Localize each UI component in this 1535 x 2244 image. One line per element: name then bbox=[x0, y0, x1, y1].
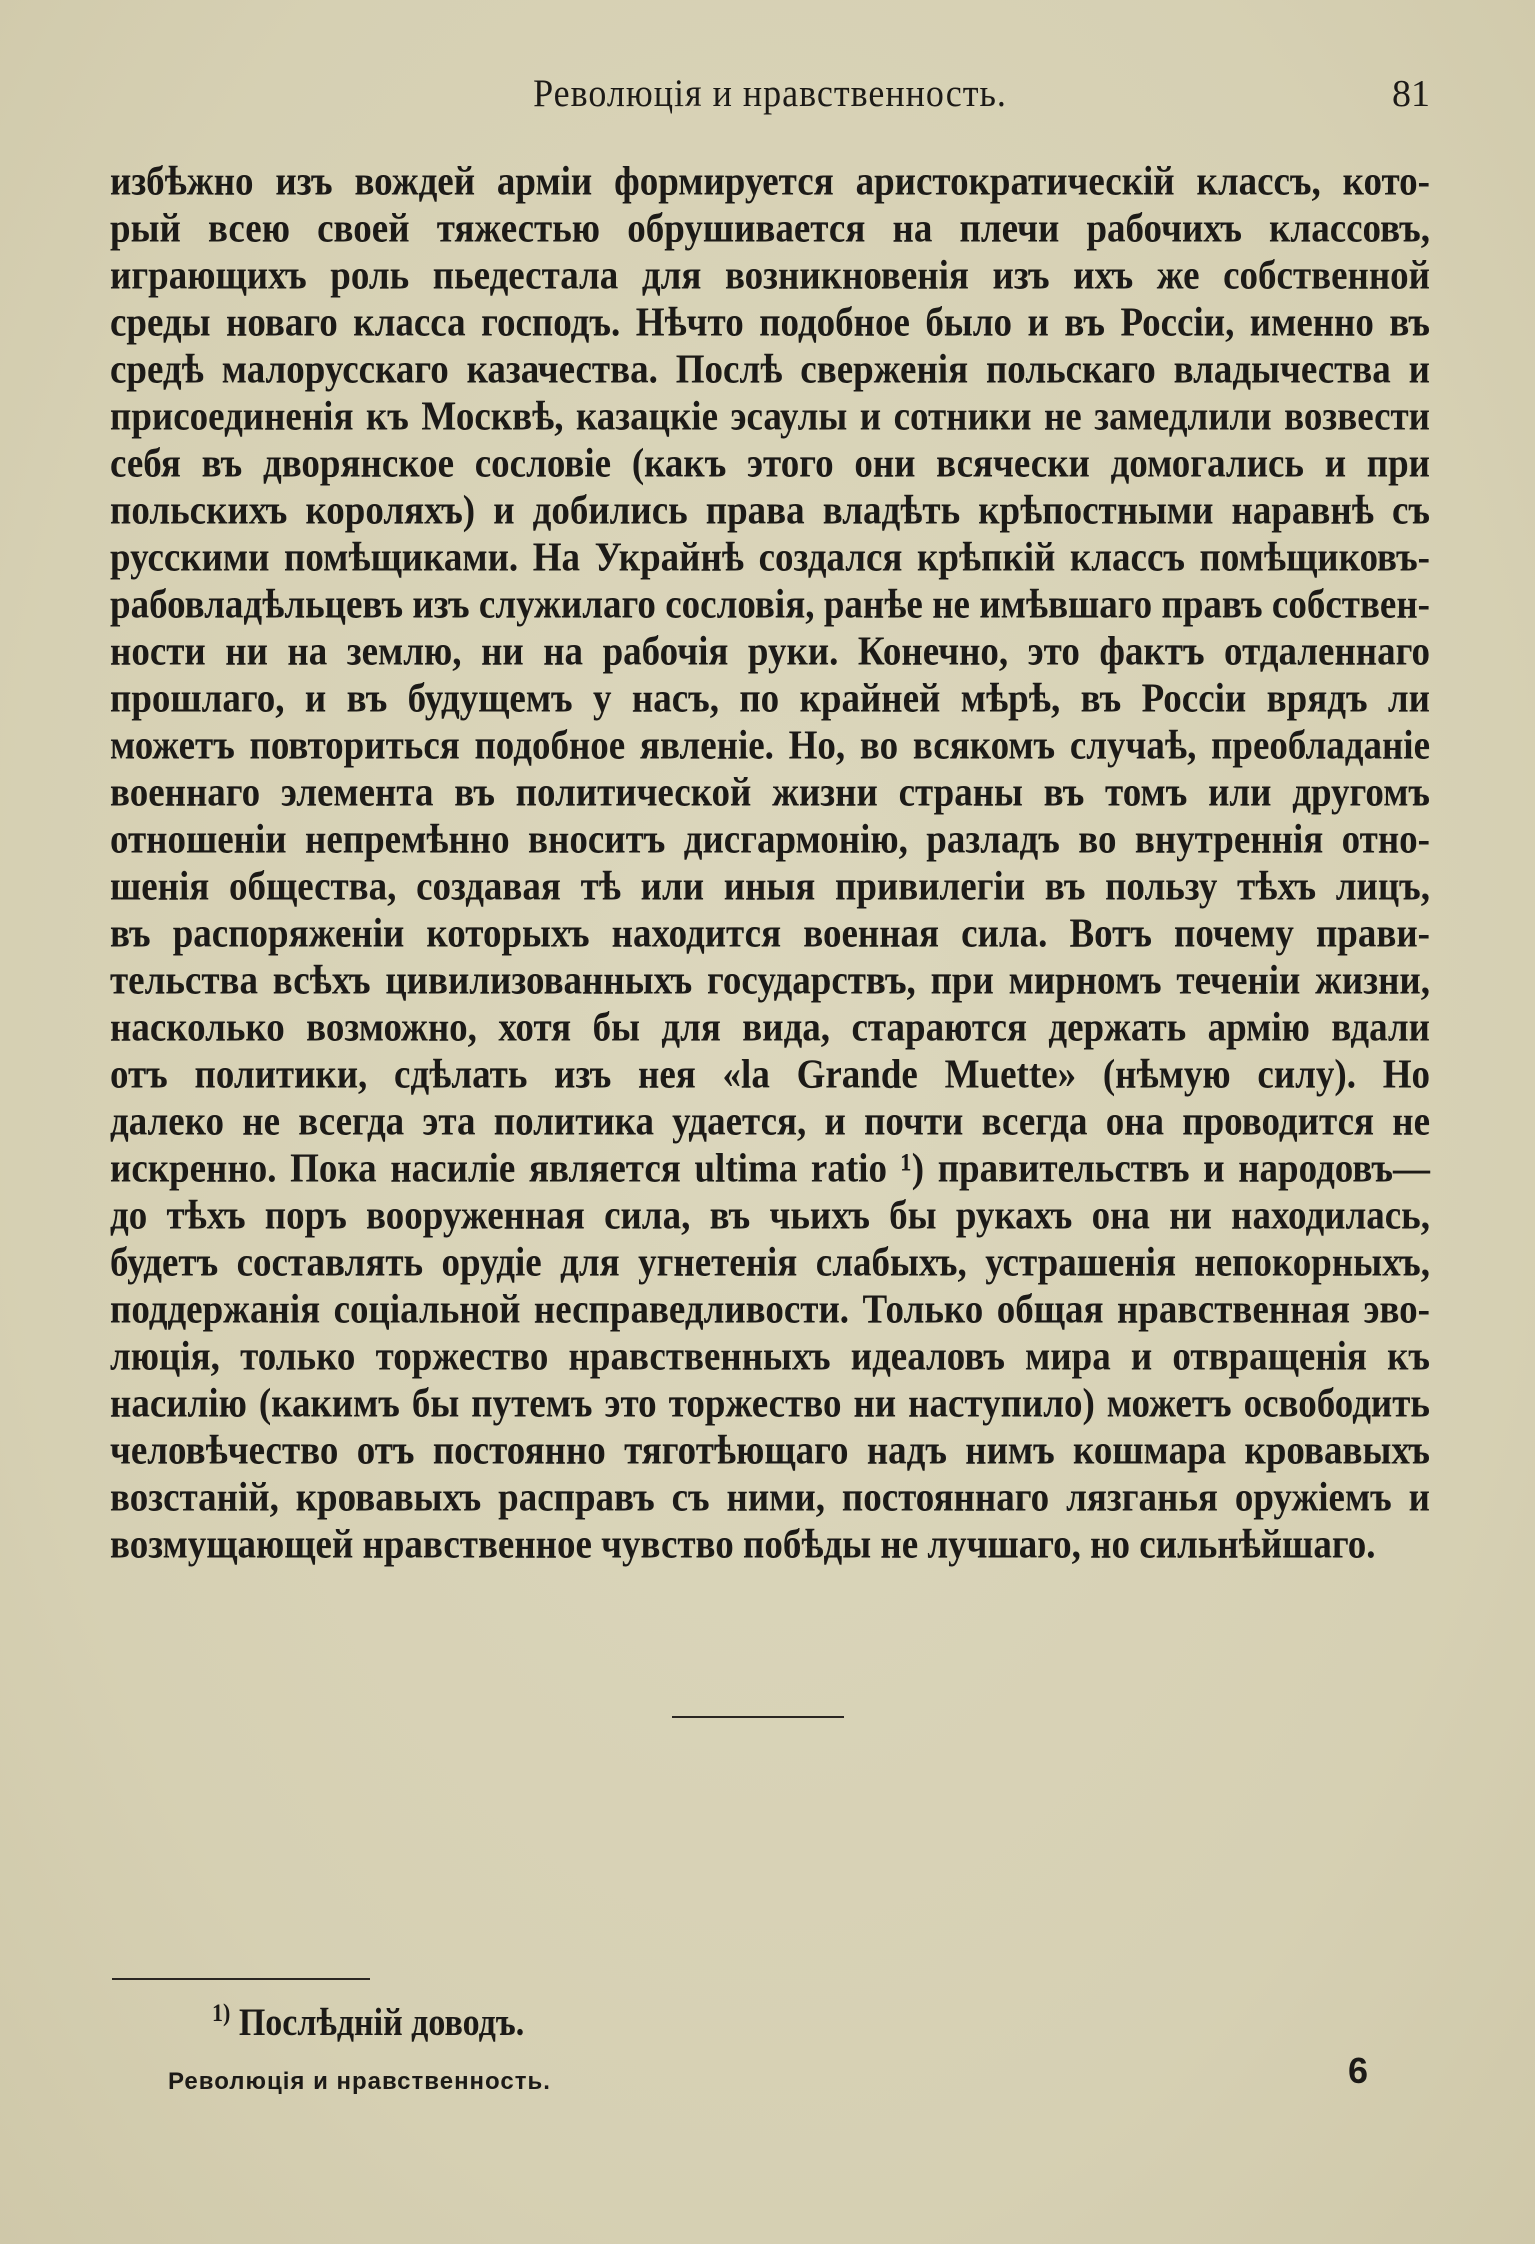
body-text bbox=[110, 158, 1430, 1568]
text-line: поддержанія соціальной несправедливости. Только общая нравственная эво- bbox=[110, 1286, 1430, 1333]
text-line: польскихъ короляхъ) и добились права владѣть крѣпостными наравнѣ съ bbox=[110, 487, 1430, 534]
text-line: военнаго элемента въ политической жизни страны въ томъ или другомъ bbox=[110, 769, 1430, 816]
text-line: тельства всѣхъ цивилизованныхъ государствъ, при мирномъ теченіи жизни, bbox=[110, 957, 1430, 1004]
section-end-rule bbox=[672, 1716, 844, 1718]
signature-mark: Революція и нравственность. bbox=[168, 2068, 551, 2095]
text-line: русскими помѣщиками. На Украйнѣ создался крѣпкій классъ помѣщиковъ- bbox=[110, 534, 1430, 581]
text-line: ности ни на землю, ни на рабочія руки. Конечно, это фактъ отдаленнаго bbox=[110, 628, 1430, 675]
signature-number: 6 bbox=[1348, 2050, 1369, 2091]
text-line: далеко не всегда эта политика удается, и почти всегда она проводится не bbox=[110, 1098, 1430, 1145]
text-line: человѣчество отъ постоянно тяготѣющаго надъ нимъ кошмара кровавыхъ bbox=[110, 1427, 1430, 1474]
text-line: люція, только торжество нравственныхъ идеаловъ мира и отвращенія къ bbox=[110, 1333, 1430, 1380]
text-line: рабовладѣльцевъ изъ служилаго сословія, ранѣе не имѣвшаго правъ собствен- bbox=[110, 581, 1430, 628]
text-line: рый всею своей тяжестью обрушивается на плечи рабочихъ классовъ, bbox=[110, 205, 1430, 252]
text-line: отъ политики, сдѣлать изъ нея «la Grande Muette» (нѣмую силу). Но bbox=[110, 1051, 1430, 1098]
page-number: 81 bbox=[1392, 73, 1430, 115]
text-line: до тѣхъ поръ вооруженная сила, въ чьихъ бы рукахъ она ни находилась, bbox=[110, 1192, 1430, 1239]
text-line: присоединенія къ Москвѣ, казацкіе эсаулы и сотники не замедлили возвести bbox=[110, 393, 1430, 440]
text-line: средѣ малорусскаго казачества. Послѣ сверженія польскаго владычества и bbox=[110, 346, 1430, 393]
text-line: можетъ повториться подобное явленіе. Но, во всякомъ случаѣ, преобладаніе bbox=[110, 722, 1430, 769]
text-line: избѣжно изъ вождей арміи формируется аристократическій классъ, кото- bbox=[110, 158, 1430, 205]
text-line: прошлаго, и въ будущемъ у насъ, по крайней мѣрѣ, въ Россіи врядъ ли bbox=[110, 675, 1430, 722]
text-line: возстаній, кровавыхъ расправъ съ ними, постояннаго лязганья оружіемъ и bbox=[110, 1474, 1430, 1521]
text-line: играющихъ роль пьедестала для возникновенія изъ ихъ же собственной bbox=[110, 252, 1430, 299]
text-line: отношеніи непремѣнно вноситъ дисгармонію, разладъ во внутреннія отно- bbox=[110, 816, 1430, 863]
text-line: себя въ дворянское сословіе (какъ этого они всячески домогались и при bbox=[110, 440, 1430, 487]
footnote bbox=[212, 1998, 524, 2046]
footnote-marker: 1) bbox=[212, 1998, 231, 2027]
running-head bbox=[110, 72, 1430, 122]
text-line: шенія общества, создавая тѣ или иныя привилегіи въ пользу тѣхъ лицъ, bbox=[110, 863, 1430, 910]
text-line: будетъ составлять орудіе для угнетенія слабыхъ, устрашенія непокорныхъ, bbox=[110, 1239, 1430, 1286]
text-line: насколько возможно, хотя бы для вида, стараются держать армію вдали bbox=[110, 1004, 1430, 1051]
footnote-rule bbox=[112, 1978, 370, 1980]
text-line: въ распоряженіи которыхъ находится военная сила. Вотъ почему прави- bbox=[110, 910, 1430, 957]
text-line: искренно. Пока насиліе является ultima ratio ¹) правительствъ и народовъ— bbox=[110, 1145, 1430, 1192]
footnote-text: Послѣдній доводъ. bbox=[238, 2001, 525, 2045]
text-line: среды новаго класса господъ. Нѣчто подобное было и въ Россіи, именно въ bbox=[110, 299, 1430, 346]
running-head-title: Революція и нравственность. bbox=[533, 71, 1007, 115]
text-line: насилію (какимъ бы путемъ это торжество ни наступило) можетъ освободить bbox=[110, 1380, 1430, 1427]
text-line: возмущающей нравственное чувство побѣды не лучшаго, но сильнѣйшаго. bbox=[110, 1521, 1376, 1568]
